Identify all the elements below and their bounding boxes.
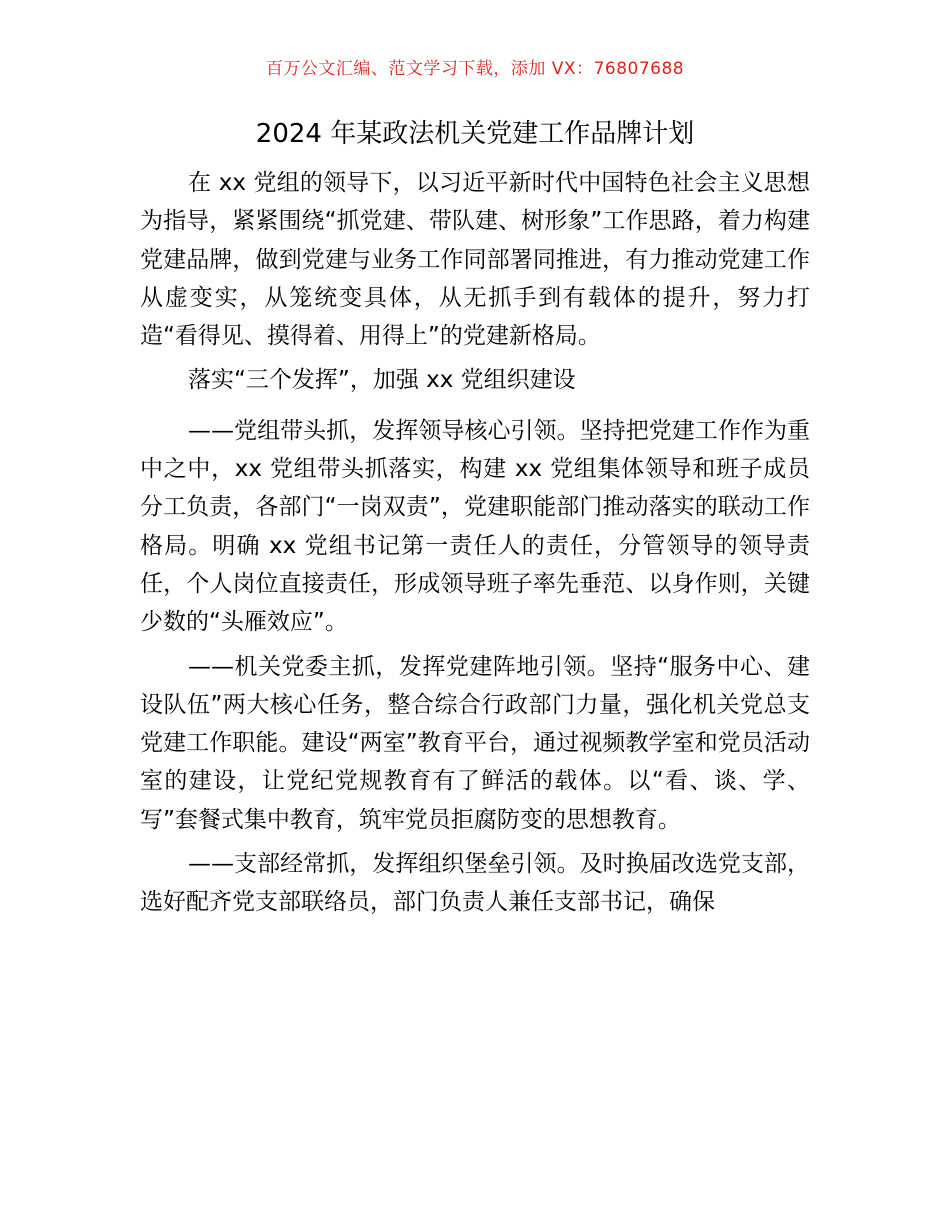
body-paragraph-branch: ——支部经常抓，发挥组织堡垒引领。及时换届改选党支部，选好配齐党支部联络员，部门负责人兼任支部书记，确保 bbox=[140, 851, 810, 916]
intro-paragraph: 在 xx 党组的领导下，以习近平新时代中国特色社会主义思想为指导，紧紧围绕“抓党建、带队建、树形象”工作思路，着力构建党建品牌，做到党建与业务工作同部署同推进，有力推动党建工作从虚变实，从笼统变具体，从无抓手到有载体的提升，努力打造“看得见、摸得着、用得上”的党建新格局。 bbox=[140, 170, 810, 350]
body-paragraph-party-committee: ——机关党委主抓，发挥党建阵地引领。坚持“服务中心、建设队伍”两大核心任务，整合综合行政部门力量，强化机关党总支党建工作职能。建设“两室”教育平台，通过视频教学室和党员活动室的建设，让党纪党规教育有了鲜活的载体。以“看、谈、学、写”套餐式集中教育，筑牢党员拒腐防变的思想教育。 bbox=[140, 653, 810, 833]
watermark-header-note: 百万公文汇编、范文学习下载，添加 VX：76807688 bbox=[265, 59, 685, 79]
document-body bbox=[140, 164, 810, 928]
document-title: 2024 年某政法机关党建工作品牌计划 bbox=[255, 119, 695, 149]
section-heading: 落实“三个发挥”，加强 xx 党组织建设 bbox=[188, 367, 576, 394]
body-paragraph-party-group: ——党组带头抓，发挥领导核心引领。坚持把党建工作作为重中之中，xx 党组带头抓落实，构建 xx 党组集体领导和班子成员分工负责，各部门“一岗双责”，党建职能部门推动落实的联动工作格局。明确 xx 党组书记第一责任人的责任，分管领导的领导责任，个人岗位直接责任，形成领导班子率先垂范、以身作则，关键少数的“头雁效应”。 bbox=[140, 417, 810, 636]
